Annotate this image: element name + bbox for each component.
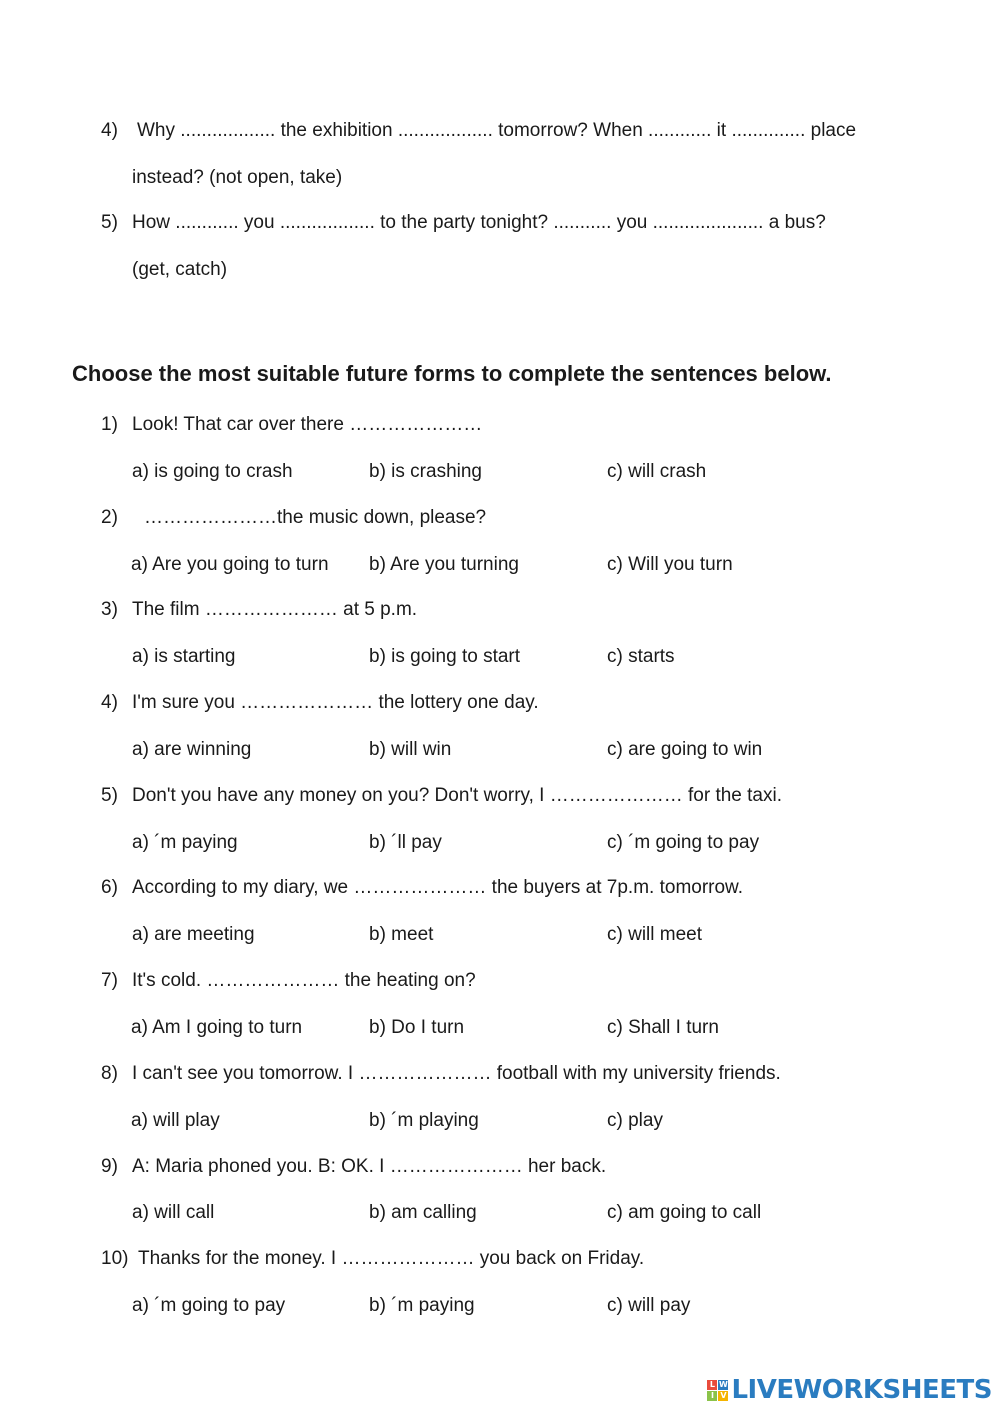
option-a[interactable]: a) ´m going to pay: [132, 1295, 286, 1316]
question-number: 6): [101, 877, 118, 898]
question-text: …………………the music down, please?: [144, 507, 487, 528]
option-c[interactable]: c) am going to call: [607, 1202, 762, 1223]
option-c[interactable]: c) Will you turn: [607, 554, 733, 575]
option-b[interactable]: b) is crashing: [369, 461, 482, 482]
question-text: I'm sure you ………………… the lottery one day.: [132, 692, 539, 713]
question-text: It's cold. ………………… the heating on?: [132, 970, 476, 991]
option-b[interactable]: b) Are you turning: [369, 554, 519, 575]
option-b[interactable]: b) ´m playing: [369, 1110, 479, 1131]
option-a[interactable]: a) will play: [131, 1110, 220, 1131]
top-item-text-continued: instead? (not open, take): [132, 167, 343, 188]
option-b[interactable]: b) is going to start: [369, 646, 521, 667]
liveworksheets-icon: L W I V: [707, 1380, 728, 1401]
option-a[interactable]: a) Are you going to turn: [131, 554, 329, 575]
question-text: I can't see you tomorrow. I ………………… football with my university friends.: [132, 1063, 781, 1084]
option-b[interactable]: b) ´m paying: [369, 1295, 475, 1316]
option-a[interactable]: a) is going to crash: [132, 461, 293, 482]
option-a[interactable]: a) are meeting: [132, 924, 255, 945]
question-text: The film ………………… at 5 p.m.: [132, 599, 418, 620]
question-number: 5): [101, 785, 118, 806]
question-number: 4): [101, 692, 118, 713]
option-a[interactable]: a) will call: [132, 1202, 215, 1223]
option-c[interactable]: c) starts: [607, 646, 675, 667]
option-c[interactable]: c) are going to win: [607, 739, 763, 760]
question-number: 3): [101, 599, 118, 620]
option-b[interactable]: b) Do I turn: [369, 1017, 465, 1038]
option-b[interactable]: b) am calling: [369, 1202, 477, 1223]
option-b[interactable]: b) meet: [369, 924, 434, 945]
option-c[interactable]: c) play: [607, 1110, 663, 1131]
question-number: 9): [101, 1156, 118, 1177]
liveworksheets-logo: [707, 1375, 992, 1405]
question-text: Don't you have any money on you? Don't worry, I ………………… for the taxi.: [132, 785, 782, 806]
option-c[interactable]: c) Shall I turn: [607, 1017, 719, 1038]
option-a[interactable]: a) ´m paying: [132, 832, 238, 853]
option-a[interactable]: a) Am I going to turn: [131, 1017, 303, 1038]
question-text: Look! That car over there …………………: [132, 414, 483, 435]
question-number: 7): [101, 970, 118, 991]
option-a[interactable]: a) are winning: [132, 739, 252, 760]
option-b[interactable]: b) will win: [369, 739, 452, 760]
section-heading: Choose the most suitable future forms to complete the sentences below.: [72, 361, 832, 386]
question-text: A: Maria phoned you. B: OK. I ………………… her back.: [132, 1156, 607, 1177]
option-c[interactable]: c) will meet: [607, 924, 703, 945]
top-item-text-continued: (get, catch): [132, 259, 228, 280]
option-b[interactable]: b) ´ll pay: [369, 832, 442, 853]
question-number: 2): [101, 507, 118, 528]
question-text: Thanks for the money. I ………………… you back on Friday.: [138, 1248, 645, 1269]
option-c[interactable]: c) will pay: [607, 1295, 691, 1316]
liveworksheets-wordmark: LIVEWORKSHEETS: [731, 1375, 992, 1405]
question-number: 1): [101, 414, 118, 435]
top-item-text: How ............ you .................. to the party tonight? ........... you ..................... a bus?: [132, 212, 826, 233]
option-a[interactable]: a) is starting: [132, 646, 236, 667]
top-item-text: Why .................. the exhibition .................. tomorrow? When ............ it .............. place: [137, 120, 857, 141]
question-number: 10): [101, 1248, 129, 1269]
option-c[interactable]: c) ´m going to pay: [607, 832, 760, 853]
option-c[interactable]: c) will crash: [607, 461, 707, 482]
top-item-number: 5): [101, 212, 118, 233]
question-text: According to my diary, we ………………… the buyers at 7p.m. tomorrow.: [132, 877, 744, 898]
top-item-number: 4): [101, 120, 118, 141]
question-number: 8): [101, 1063, 118, 1084]
